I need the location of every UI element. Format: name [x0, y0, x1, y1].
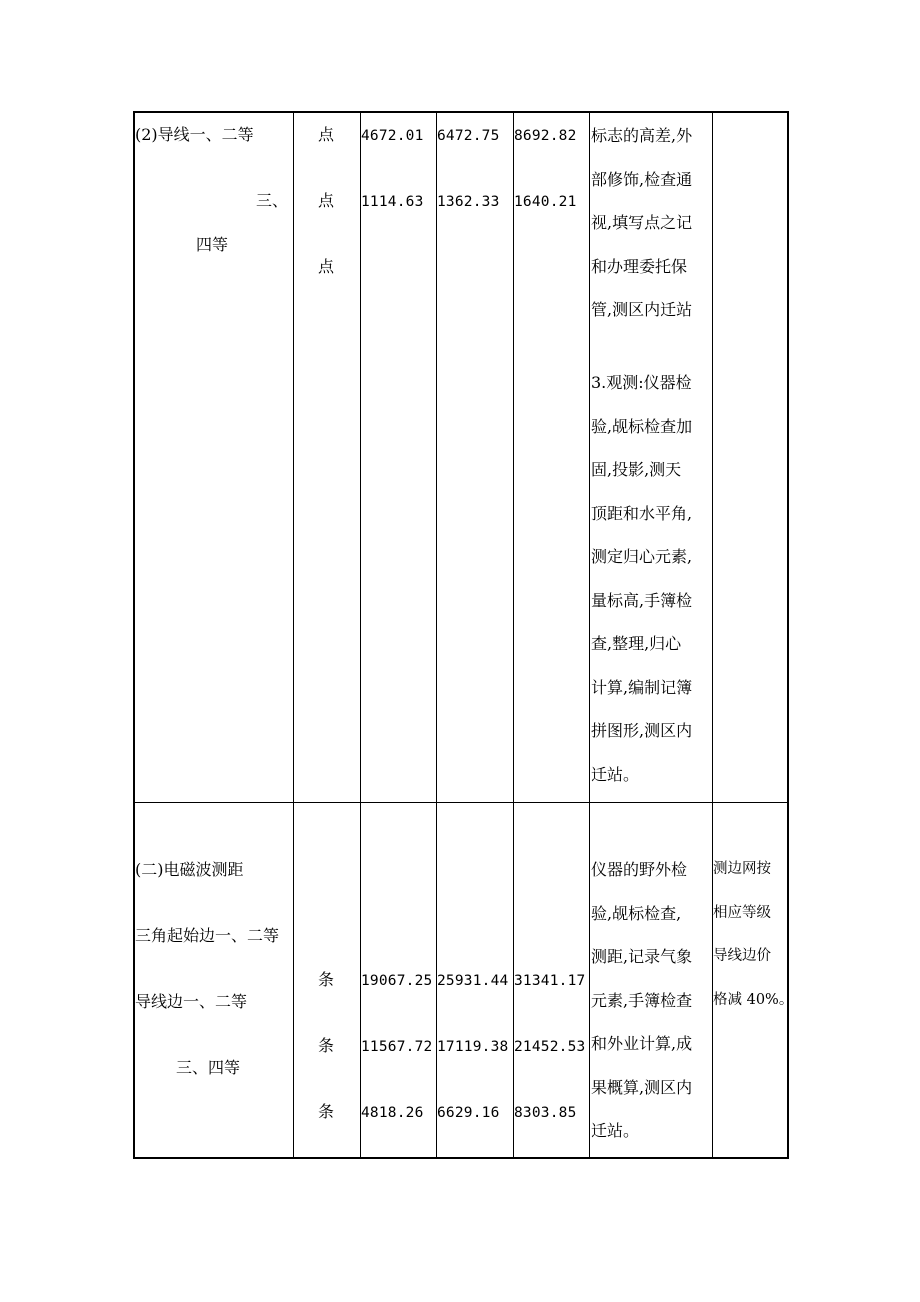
note-line: 导线边价: [713, 948, 771, 964]
row1-col2-value: 6472.75: [437, 128, 500, 144]
row-divider: [135, 802, 787, 803]
column-divider: [589, 113, 590, 1157]
row2-unit: 条: [318, 1036, 335, 1055]
row2-col3-value: 31341.17: [514, 973, 586, 989]
row1-unit: 点: [318, 191, 335, 210]
work-line: 计算,编制记簿: [591, 677, 693, 697]
work-line: 拼图形,测区内: [591, 721, 693, 740]
row2-item-line: (二)电磁波测距: [135, 860, 244, 879]
row2-col1-value: 4818.26: [361, 1105, 424, 1121]
work-line: 迁站。: [591, 764, 640, 784]
work-line: 果概算,测区内: [591, 1077, 693, 1097]
row2-work-content: [591, 848, 692, 1153]
row1-unit: 点: [318, 257, 335, 276]
work-line: 视,填写点之记: [591, 213, 693, 232]
work-line: 验,觇标检查,: [591, 903, 682, 923]
row2-col2-value: 25931.44: [437, 973, 509, 989]
note-line: 格减 40%。: [713, 991, 794, 1008]
work-line: 测距,记录气象: [591, 947, 693, 966]
work-line: 和办理委托保: [591, 256, 688, 276]
column-divider: [436, 113, 437, 1157]
row2-unit: 条: [318, 970, 335, 989]
row2-unit: 条: [318, 1102, 335, 1121]
row1-unit: 点: [318, 125, 335, 144]
note-line: 相应等级: [713, 904, 771, 921]
note-line: 测边网按: [713, 861, 771, 877]
row1-col3-value: 1640.21: [514, 194, 577, 210]
row1-work-content-a: [591, 114, 692, 332]
row2-item-line: 导线边一、二等: [135, 992, 248, 1011]
row2-col2-value: 6629.16: [437, 1105, 500, 1121]
column-divider: [513, 113, 514, 1157]
row1-col3-value: 8692.82: [514, 128, 577, 144]
row1-work-content-b: [591, 361, 692, 796]
work-line: 标志的高差,外: [591, 126, 693, 145]
work-line: 3.观测:仪器检: [591, 373, 692, 392]
work-line: 查,整理,归心: [591, 634, 682, 653]
row2-col2-value: 17119.38: [437, 1039, 509, 1055]
row1-item-line: 四等: [196, 235, 229, 254]
work-line: 和外业计算,成: [591, 1034, 693, 1053]
column-divider: [293, 113, 294, 1157]
row2-col1-value: 19067.25: [361, 973, 433, 989]
work-line: 测定归心元素,: [591, 547, 693, 566]
row2-item-line: 三、四等: [176, 1058, 241, 1077]
row1-col1-value: 4672.01: [361, 128, 424, 144]
row1-col2-value: 1362.33: [437, 194, 500, 210]
work-line: 迁站。: [591, 1121, 640, 1140]
work-line: 固,投影,测天: [591, 460, 682, 479]
work-line: 部修饰,检查通: [591, 169, 693, 189]
work-line: 管,测区内迁站: [591, 300, 693, 319]
row2-col3-value: 21452.53: [514, 1039, 586, 1055]
work-line: 量标高,手簿检: [591, 590, 693, 610]
row2-note: [713, 848, 793, 1022]
row1-item-line: 三、: [256, 191, 289, 210]
work-line: 元素,手簿检查: [591, 990, 693, 1010]
column-divider: [360, 113, 361, 1157]
work-line: 验,觇标检查加: [591, 416, 693, 436]
work-line: 仪器的野外检: [591, 860, 688, 879]
row1-col1-value: 1114.63: [361, 194, 424, 210]
row2-item-line: 三角起始边一、二等: [135, 926, 280, 945]
row1-item-line: (2)导线一、二等: [135, 125, 254, 144]
work-line: 顶距和水平角,: [591, 503, 693, 523]
row2-col3-value: 8303.85: [514, 1105, 577, 1121]
row2-col1-value: 11567.72: [361, 1039, 433, 1055]
